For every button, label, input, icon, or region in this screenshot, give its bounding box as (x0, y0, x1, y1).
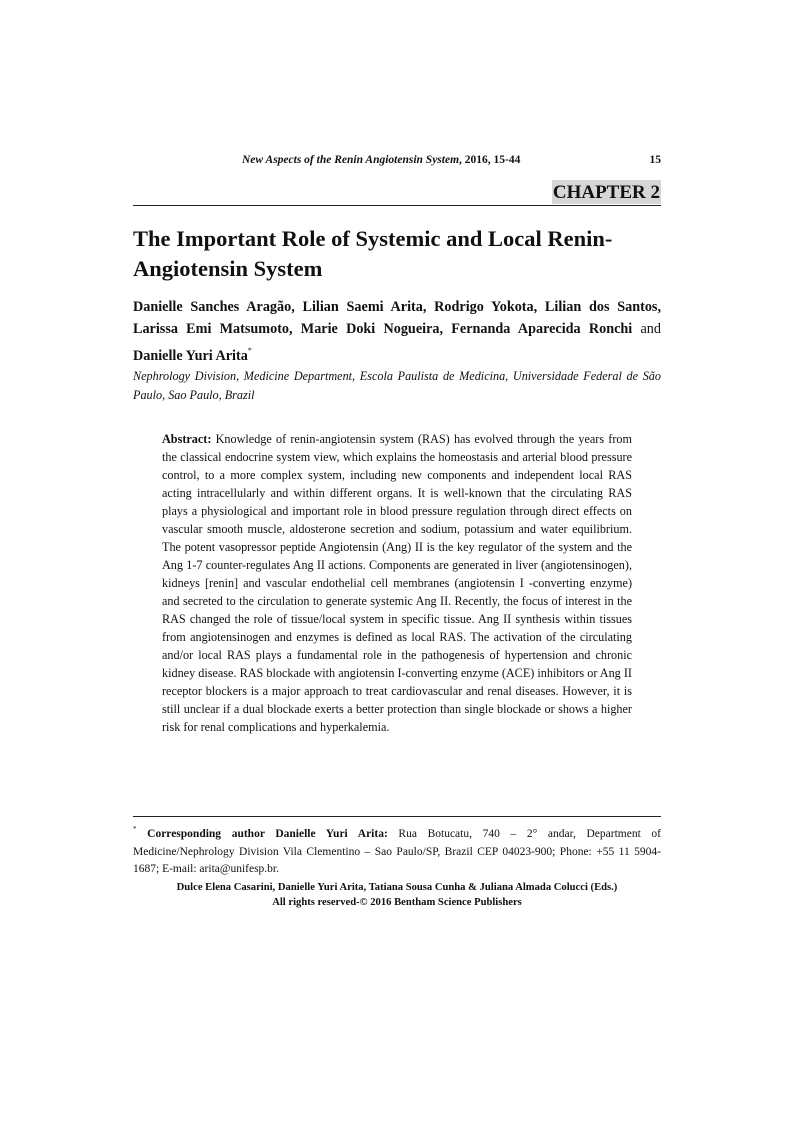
abstract-label: Abstract: (162, 432, 212, 446)
journal-citation (242, 154, 520, 166)
corresponding-author: Danielle Yuri Arita (133, 348, 248, 364)
running-head (133, 154, 661, 172)
author-list (133, 297, 661, 368)
footnote-label: Corresponding author Danielle Yuri Arita: (136, 828, 388, 840)
journal-title: New Aspects of the Renin Angiotensin System (242, 154, 460, 166)
footnote (133, 821, 661, 879)
author-footnote-marker: * (247, 346, 252, 355)
copyright-line: All rights reserved-© 2016 Bentham Science Publishers (272, 897, 522, 908)
page (133, 0, 661, 1122)
footnote-text: Rua Botucatu, 740 – 2° andar, Department of Medicine/Nephrology Division Vila Clementino – Sao Paulo/SP, Brazil CEP 04023-900; Phone: +55 11 5904-1687; E-mail: arita@unifesp.br. (133, 828, 661, 875)
chapter-label: CHAPTER 2 (552, 182, 660, 203)
footnote-marker: * (133, 825, 137, 833)
page-number: 15 (649, 154, 661, 166)
authors-conjunction: and (632, 320, 661, 337)
authors-main: Danielle Sanches Aragão, Lilian Saemi Arita, Rodrigo Yokota, Lilian dos Santos, Larissa Emi Matsumoto, Marie Doki Nogueira, Fernanda Aparecida Ronchi (133, 299, 661, 337)
abstract (162, 430, 632, 736)
affiliation: Nephrology Division, Medicine Department, Escola Paulista de Medicina, Universidade Federal de São Paulo, Sao Paulo, Brazil (133, 369, 661, 402)
journal-details: , 2016, 15-44 (459, 154, 521, 166)
footnote-rule (133, 816, 661, 817)
header-rule (133, 205, 661, 206)
editors-credit (133, 880, 661, 910)
abstract-text: Knowledge of renin-angiotensin system (RAS) has evolved through the years from the classical endocrine system view, which explains the homeostasis and arterial blood pressure control, to a more complex system, including new components and independent local RAS acting intracellularly and within different organs. It is well-known that the circulating RAS plays a physiological and important role in blood pressure regulation through direct effects on vascular smooth muscle, aldosterone secretion and sodium, potassium and water equilibrium. The potent vasopressor peptide Angiotensin (Ang) II is the key regulator of the system and the Ang 1-7 counter-regulates Ang II actions. Components are generated in liver (angiotensinogen), kidneys [renin] and vascular endothelial cell membranes (angiotensin I -converting enzyme) and secreted to the circulation to generate systemic Ang II. Recently, the focus of interest in the RAS changed the role of tissue/local system in specific tissue. Ang II synthesis within tissues from angiotensinogen and enzymes is defined as local RAS. The activation of the circulating and/or local RAS plays a fundamental role in the pathogenesis of hypertension and chronic kidney disease. RAS blockade with angiotensin I-converting enzyme (ACE) inhibitors or Ang II receptor blockers is a major approach to treat cardiovascular and renal diseases. However, it is still unclear if a dual blockade exerts a better protection than single blockade or shows a higher risk for renal complications and hyperkalemia. (162, 432, 632, 734)
editors-line: Dulce Elena Casarini, Danielle Yuri Arita, Tatiana Sousa Cunha & Juliana Almada Colucci (Eds.) (176, 882, 618, 893)
chapter-title: The Important Role of Systemic and Local Renin-Angiotensin System (133, 226, 613, 281)
